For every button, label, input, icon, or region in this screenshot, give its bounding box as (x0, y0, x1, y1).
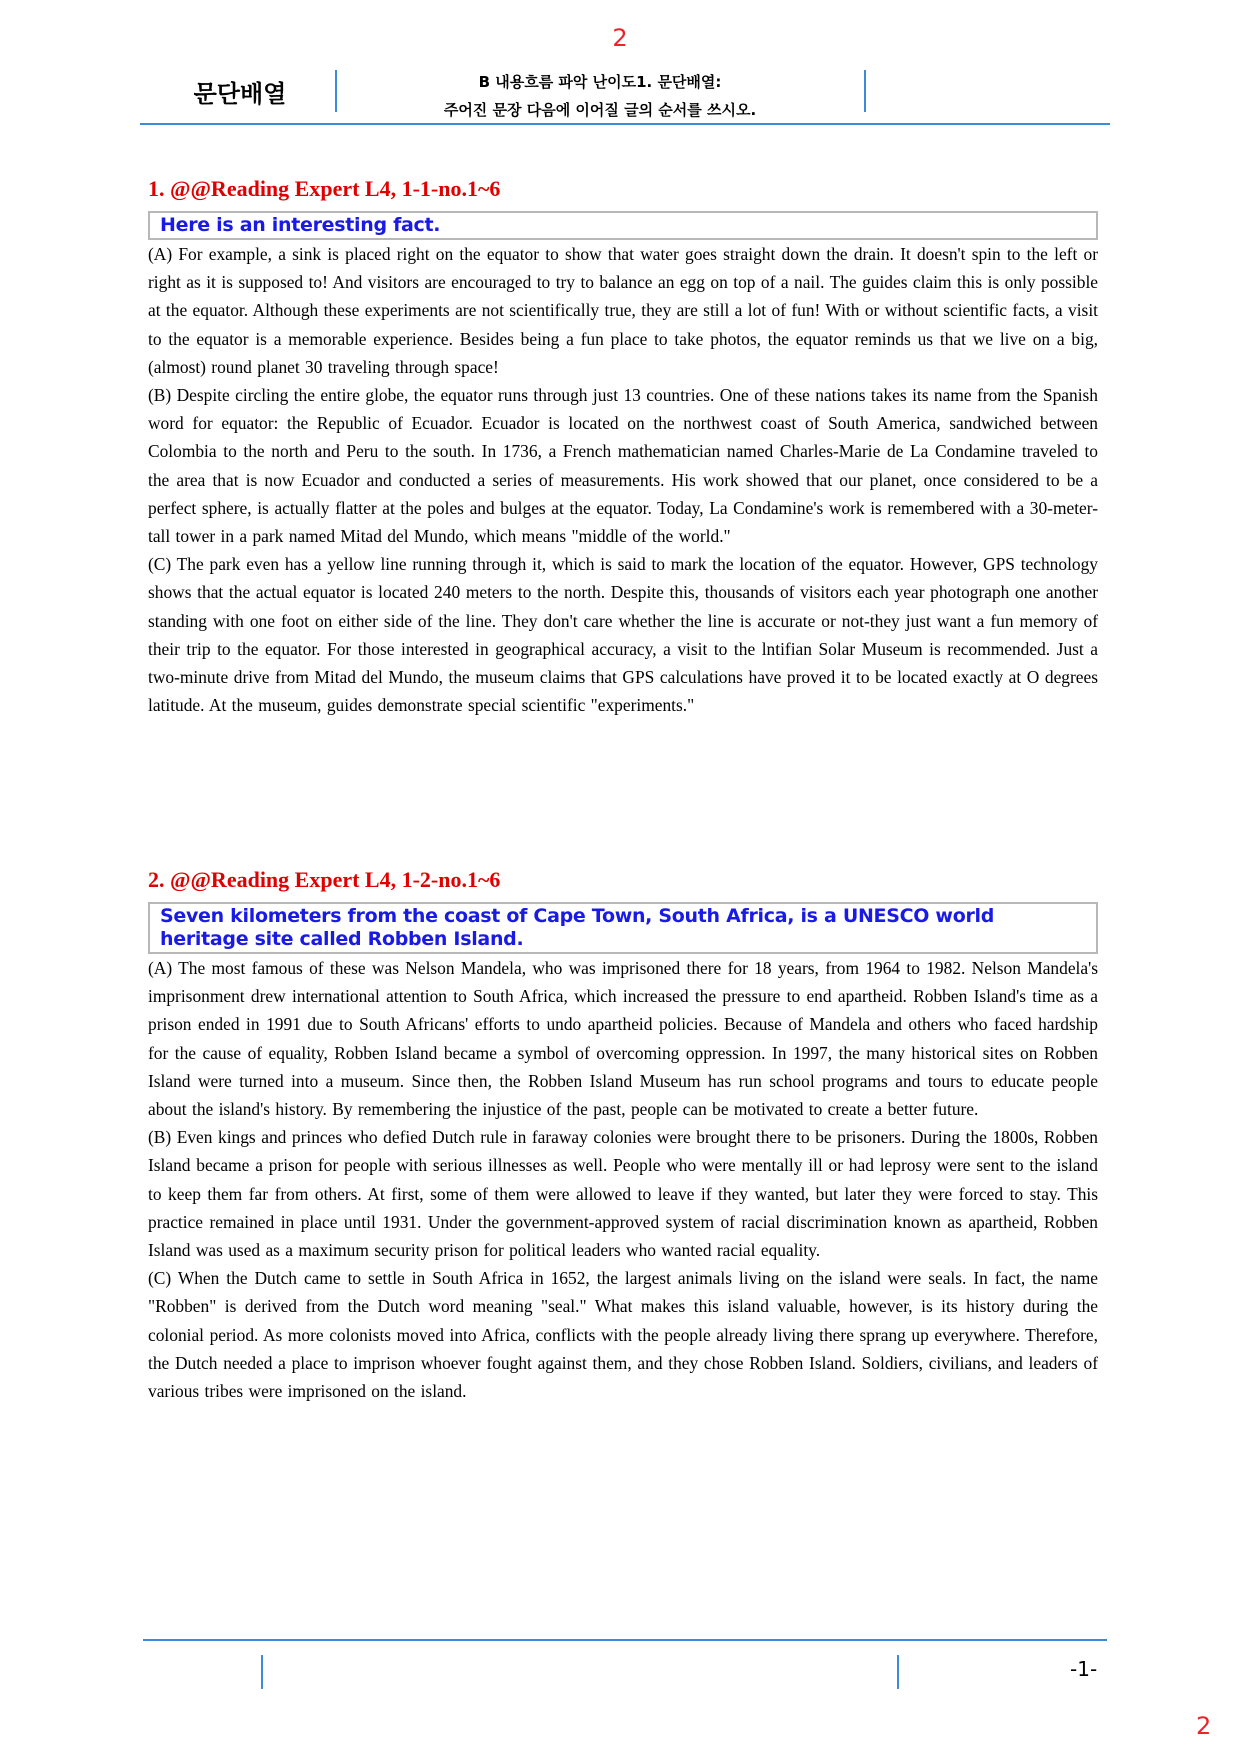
bottom-page-number: 2 (1196, 1712, 1212, 1740)
section-2-heading: 2. @@Reading Expert L4, 1-2-no.1~6 (148, 867, 501, 892)
section-1-paragraph-a: (A) For example, a sink is placed right on the equator to show that water goes straight down the drain. It doesn't spin to the left or right as it is supposed to! And visitors are encouraged to try to balance an egg on top of a nail. The guides claim this is only possible at the equator. Although these experiments are not scientifically true, they are still a lot of fun! With or without scientific facts, a visit to the equator is a memorable experience. Besides being a fun place to take photos, the equator reminds us that we live on a big, (almost) round planet 30 traveling through space! (148, 244, 1098, 377)
section-2-given-sentence: Seven kilometers from the coast of Cape Town, South Africa, is a UNESCO world heritage site called Robben Island. (148, 902, 1098, 954)
header-title: 문단배열 (193, 80, 287, 108)
section-2-paragraph-b: (B) Even kings and princes who defied Dutch rule in faraway colonies were brought there to be prisoners. During the 1800s, Robben Island became a prison for people with serious illnesses as well. People who were mentally ill or had leprosy were sent to the island to keep them far from others. At first, some of them were allowed to leave if they wanted, but later they were forced to stay. This practice remained in place until 1931. Under the government-approved system of racial discrimination known as apartheid, Robben Island was used as a maximum security prison for political leaders who wanted racial equality. (148, 1127, 1098, 1261)
header-rule (140, 123, 1110, 125)
section-2-paragraph-c: (C) When the Dutch came to settle in South Africa in 1652, the largest animals living on the island were seals. In fact, the name "Robben" is derived from the Dutch word meaning "seal." What makes this island valuable, however, is its history during the colonial period. As more colonists moved into Africa, conflicts with the people already living there sprang up everywhere. Therefore, the Dutch needed a place to imprison whoever fought against them, and they chose Robben Island. Soldiers, civilians, and leaders of various tribes were imprisoned on the island. (148, 1268, 1098, 1402)
footer-divider-left (261, 1655, 263, 1689)
header-divider-right (864, 70, 866, 112)
section-1-given-sentence: Here is an interesting fact. (148, 211, 1098, 240)
header-divider-left (335, 70, 337, 112)
section-1-paragraph-b: (B) Despite circling the entire globe, the equator runs through just 13 countries. One of these nations takes its name from the Spanish word for equator: the Republic of Ecuador. Ecuador is located on the northwest coast of South America, sandwiched between Colombia to the north and Peru to the south. In 1736, a French mathematician named Charles-Marie de La Condamine traveled to the area that is now Ecuador and conducted a series of measurements. His work showed that our planet, once considered to be a perfect sphere, is actually flatter at the poles and bulges at the equator. Today, La Condamine's work is remembered with a 30-meter-tall tower in a park named Mitad del Mundo, which means "middle of the world." (148, 385, 1098, 547)
section-2-paragraph-a: (A) The most famous of these was Nelson Mandela, who was imprisoned there for 18 years, from 1964 to 1982. Nelson Mandela's imprisonment drew international attention to South Africa, which increased the pressure to end apartheid. Robben Island's time as a prison ended in 1991 due to South Africans' efforts to undo apartheid policies. Because of Mandela and others who faced hardship for the cause of equality, Robben Island became a symbol of overcoming oppression. In 1997, the many historical sites on Robben Island were turned into a museum. Since then, the Robben Island Museum has run school programs and tours to educate people about the island's history. By remembering the injustice of the past, people can be motivated to create a better future. (148, 958, 1098, 1120)
section-1-heading: 1. @@Reading Expert L4, 1-1-no.1~6 (148, 176, 501, 201)
header-instruction (340, 68, 860, 124)
footer-page-number: -1- (1070, 1657, 1098, 1681)
section-1 (148, 175, 1098, 719)
top-page-number: 2 (612, 24, 628, 52)
section-2 (148, 866, 1098, 1405)
footer-divider-right (897, 1655, 899, 1689)
header-instruction-line1: B 내용흐름 파악 난이도1. 문단배열: (478, 73, 722, 91)
header-instruction-line2: 주어진 문장 다음에 이어질 글의 순서를 쓰시오. (443, 101, 757, 119)
footer-rule (143, 1639, 1107, 1641)
section-1-paragraph-c: (C) The park even has a yellow line running through it, which is said to mark the location of the equator. However, GPS technology shows that the actual equator is located 240 meters to the north. Despite this, thousands of visitors each year photograph one another standing with one foot on either side of the line. They don't care whether the line is accurate or not-they just want a fun memory of their trip to the equator. For those interested in geographical accuracy, a visit to the lntifian Solar Museum is recommended. Just a two-minute drive from Mitad del Mundo, the museum claims that GPS calculations have proved it to be located exactly at O degrees latitude. At the museum, guides demonstrate special scientific "experiments." (148, 554, 1098, 716)
